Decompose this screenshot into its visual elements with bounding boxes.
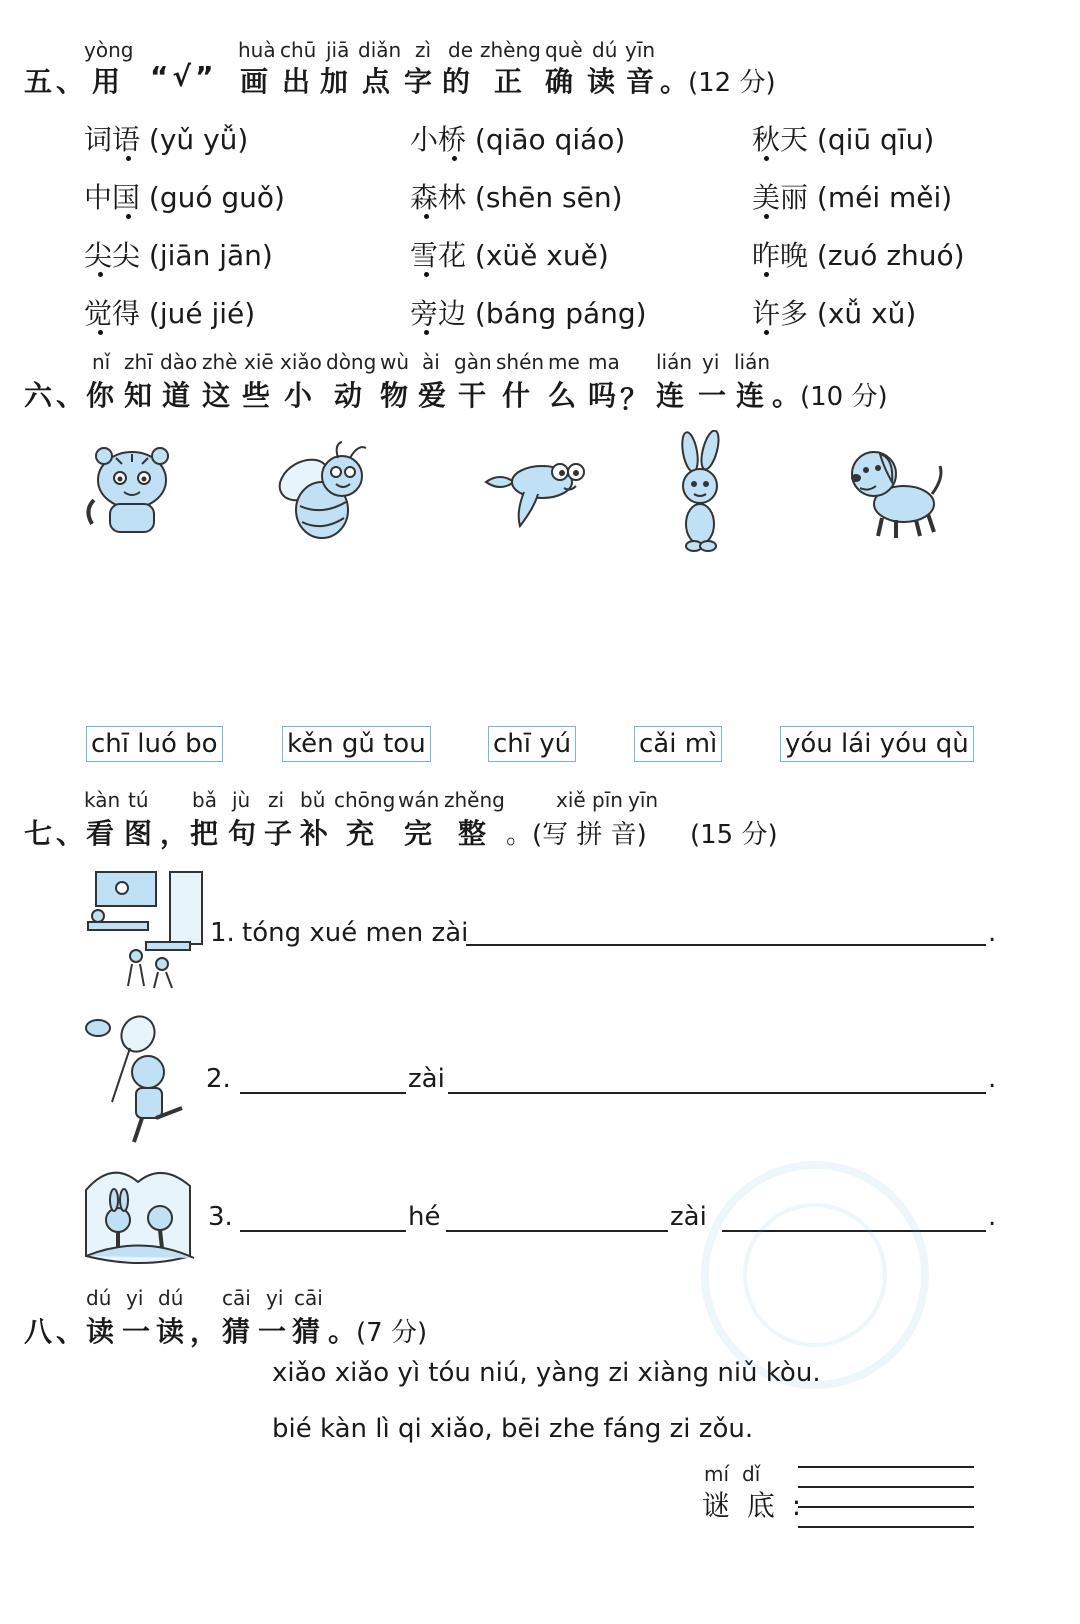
pinyin: gàn xyxy=(454,350,492,374)
emphasis-dot xyxy=(126,214,131,219)
heading-char: ？ xyxy=(620,383,653,416)
choice-item[interactable] xyxy=(752,234,965,274)
bee-icon[interactable] xyxy=(270,436,380,546)
choice-item[interactable] xyxy=(84,292,255,332)
pinyin: kàn xyxy=(84,788,121,812)
word: 中国 xyxy=(84,181,141,214)
section-number: 八、 xyxy=(24,1315,89,1348)
heading-char: 整 xyxy=(458,817,491,850)
sentence-end: . xyxy=(988,1064,997,1094)
pinyin: ma xyxy=(588,350,620,374)
rabbit-icon[interactable] xyxy=(666,430,732,554)
word: 美丽 xyxy=(752,181,809,214)
answer-label: 谜 底 : xyxy=(702,1489,806,1522)
emphasis-dot xyxy=(98,272,103,277)
word: 词语 xyxy=(84,123,141,156)
pinyin: pīn xyxy=(592,788,623,812)
word: 觉得 xyxy=(84,297,141,330)
heading-char: 什 xyxy=(502,379,535,412)
word: 秋天 xyxy=(752,123,809,156)
emphasis-dot xyxy=(764,156,769,161)
heading-char: 读 xyxy=(587,65,620,98)
answer-line[interactable] xyxy=(798,1526,974,1528)
pinyin: yòng xyxy=(84,38,134,62)
pinyin: yi xyxy=(702,350,720,374)
answer-line[interactable] xyxy=(466,944,986,946)
options: (xüě xuě) xyxy=(474,239,609,272)
pinyin: yīn xyxy=(625,38,656,62)
heading-char: 连 xyxy=(656,379,689,412)
emphasis-dot xyxy=(452,156,457,161)
emphasis-dot xyxy=(764,272,769,277)
score: (10 分) xyxy=(800,382,888,412)
choice-item[interactable] xyxy=(410,176,623,216)
pinyin: zi xyxy=(268,788,285,812)
pinyin: shén xyxy=(496,350,545,374)
answer-line[interactable] xyxy=(798,1466,974,1468)
word: 森林 xyxy=(410,181,467,214)
heading-char: 么 xyxy=(548,379,581,412)
emphasis-dot xyxy=(98,330,103,335)
heading-char: 道 xyxy=(162,379,195,412)
pinyin: dǐ xyxy=(742,1462,761,1486)
pinyin: yi xyxy=(266,1286,284,1310)
pinyin: lián xyxy=(734,350,771,374)
pinyin: zhè xyxy=(202,350,238,374)
emphasis-dot xyxy=(126,156,131,161)
pinyin: me xyxy=(548,350,580,374)
heading-char: 小 xyxy=(284,379,317,412)
riddle-line: xiǎo xiǎo yì tóu niú, yàng zi xiàng niǔ kòu. xyxy=(272,1358,821,1388)
choice-item[interactable] xyxy=(410,234,609,274)
heading-char: 音 xyxy=(626,65,659,98)
pinyin: diǎn xyxy=(358,38,402,62)
score: (12 分) xyxy=(688,68,776,98)
word: 小桥 xyxy=(410,123,467,156)
heading-char: 把 xyxy=(190,817,223,850)
answer-line[interactable] xyxy=(446,1230,668,1232)
heading-char: 吗 xyxy=(588,379,621,412)
pinyin: mí xyxy=(704,1462,730,1486)
heading-char: 句 xyxy=(228,817,261,850)
options: (báng páng) xyxy=(474,297,647,330)
heading-char: “√” xyxy=(150,60,218,93)
pinyin: cāi xyxy=(294,1286,323,1310)
heading-char: 完 xyxy=(404,817,437,850)
emphasis-dot xyxy=(764,330,769,335)
heading-period: 。 xyxy=(772,379,805,412)
options: (shēn sēn) xyxy=(474,181,623,214)
sentence-text: zài xyxy=(408,1064,445,1094)
choice-item[interactable] xyxy=(752,118,934,158)
instruction-note: 。(写 拼 音) xyxy=(506,820,647,850)
options: (zuó zhuó) xyxy=(816,239,965,272)
answer-line[interactable] xyxy=(240,1092,406,1094)
answer-line[interactable] xyxy=(798,1486,974,1488)
heading-char: 充 xyxy=(346,817,379,850)
tiger-icon[interactable] xyxy=(82,440,182,540)
heading-char: 读 xyxy=(86,1315,119,1348)
pinyin: wù xyxy=(380,350,410,374)
heading-char: 图 xyxy=(124,817,157,850)
heading-char: 字 xyxy=(404,65,437,98)
classroom-icon xyxy=(82,868,210,994)
pinyin: què xyxy=(545,38,583,62)
heading-char: 爱 xyxy=(418,379,451,412)
heading-period: 。 xyxy=(660,65,693,98)
heading-char: 确 xyxy=(545,65,578,98)
heading-char: 干 xyxy=(458,379,491,412)
answer-line[interactable] xyxy=(240,1230,406,1232)
heading-char: 这 xyxy=(202,379,235,412)
section-number: 七、 xyxy=(24,817,89,850)
option-box[interactable]: chī luó bo xyxy=(86,726,223,762)
heading-char: 猜 xyxy=(292,1315,325,1348)
word: 昨晚 xyxy=(752,239,809,272)
pinyin: lián xyxy=(656,350,693,374)
sentence-number: 3. xyxy=(208,1202,233,1232)
heading-char: 一 xyxy=(122,1315,155,1348)
heading-char: 正 xyxy=(494,65,527,98)
pinyin: dòng xyxy=(326,350,377,374)
choice-item[interactable] xyxy=(84,234,273,274)
word: 尖尖 xyxy=(84,239,141,272)
sentence-text: zài xyxy=(670,1202,707,1232)
pinyin: nǐ xyxy=(92,350,111,374)
heading-char: ， xyxy=(190,1315,223,1348)
pinyin: huà xyxy=(238,38,276,62)
heading-char: 补 xyxy=(300,817,333,850)
pinyin: wán xyxy=(398,788,440,812)
heading-char: 些 xyxy=(242,379,275,412)
rabbit-dog-scene-icon xyxy=(82,1160,198,1270)
pinyin: zhěng xyxy=(444,788,505,812)
heading-char: 一 xyxy=(258,1315,291,1348)
pinyin: yīn xyxy=(628,788,659,812)
options: (jiān jān) xyxy=(148,239,273,272)
sentence-end: . xyxy=(988,918,997,948)
heading-char: 知 xyxy=(124,379,157,412)
pinyin: xiē xyxy=(244,350,274,374)
score: (15 分) xyxy=(690,820,778,850)
options: (méi měi) xyxy=(816,181,953,214)
heading-char: 读 xyxy=(156,1315,189,1348)
pinyin: zhī xyxy=(124,350,153,374)
heading-char: 用 xyxy=(92,65,125,98)
sentence-end: . xyxy=(988,1202,997,1232)
choice-item[interactable] xyxy=(410,292,647,332)
emphasis-dot xyxy=(424,272,429,277)
heading-char: 猜 xyxy=(222,1315,255,1348)
options: (xǚ xǔ) xyxy=(816,297,917,330)
options: (qiāo qiáo) xyxy=(474,123,626,156)
options: (jué jié) xyxy=(148,297,256,330)
pinyin: cāi xyxy=(222,1286,251,1310)
heading-char: 看 xyxy=(86,817,119,850)
sentence-text: tóng xué men zài xyxy=(242,918,469,948)
heading-char: 你 xyxy=(86,379,119,412)
heading-char: 画 xyxy=(240,65,273,98)
pinyin: dào xyxy=(160,350,198,374)
heading-char: 一 xyxy=(698,379,731,412)
choice-item[interactable] xyxy=(752,176,952,216)
heading-char: 动 xyxy=(334,379,367,412)
section-number: 六、 xyxy=(24,379,89,412)
pinyin: dú xyxy=(592,38,618,62)
heading-char: ， xyxy=(160,817,193,850)
word: 雪花 xyxy=(410,239,467,272)
emphasis-dot xyxy=(424,330,429,335)
heading-char: 子 xyxy=(264,817,297,850)
options: (yǔ yǚ) xyxy=(148,123,249,156)
pinyin: tú xyxy=(128,788,149,812)
heading-char: 连 xyxy=(736,379,769,412)
pinyin: jiā xyxy=(326,38,350,62)
section-number: 五、 xyxy=(24,65,89,98)
pinyin: ài xyxy=(422,350,440,374)
heading-char: 出 xyxy=(282,65,315,98)
pinyin: jù xyxy=(232,788,251,812)
choice-item[interactable] xyxy=(410,118,625,158)
options: (guó guǒ) xyxy=(148,181,285,214)
heading-char: 的 xyxy=(442,65,475,98)
sentence-number: 2. xyxy=(206,1064,231,1094)
choice-item[interactable] xyxy=(84,176,285,216)
pinyin: xiě xyxy=(556,788,586,812)
pinyin: chōng xyxy=(334,788,396,812)
riddle-line: bié kàn lì qi xiǎo, bēi zhe fáng zi zǒu. xyxy=(272,1414,754,1444)
pinyin: dú xyxy=(86,1286,112,1310)
heading-char: 加 xyxy=(320,65,353,98)
pinyin: de xyxy=(448,38,473,62)
pinyin: bǔ xyxy=(300,788,326,812)
fish-icon[interactable] xyxy=(480,452,590,532)
heading-char: 点 xyxy=(362,65,395,98)
pinyin: yi xyxy=(126,1286,144,1310)
sentence-number: 1. xyxy=(210,918,235,948)
emphasis-dot xyxy=(424,214,429,219)
option-box[interactable]: chī yú xyxy=(488,726,576,762)
dog-icon[interactable] xyxy=(844,438,948,542)
answer-line[interactable] xyxy=(798,1506,974,1508)
score: (7 分) xyxy=(356,1318,428,1348)
pinyin: bǎ xyxy=(192,788,217,812)
butterfly-net-icon xyxy=(82,1012,198,1148)
option-box[interactable]: yóu lái yóu qù xyxy=(780,726,974,762)
pinyin: dú xyxy=(158,1286,184,1310)
answer-line[interactable] xyxy=(448,1092,986,1094)
word: 许多 xyxy=(752,297,809,330)
heading-char: 物 xyxy=(380,379,413,412)
pinyin: chū xyxy=(280,38,317,62)
emphasis-dot xyxy=(764,214,769,219)
word: 旁边 xyxy=(410,297,467,330)
pinyin: zì xyxy=(415,38,432,62)
option-box[interactable]: cǎi mì xyxy=(634,726,722,762)
heading-period: 。 xyxy=(328,1315,361,1348)
options: (qiū qīu) xyxy=(816,123,935,156)
choice-item[interactable] xyxy=(84,118,248,158)
sentence-text: hé xyxy=(408,1202,441,1232)
choice-item[interactable] xyxy=(752,292,916,332)
pinyin: xiǎo xyxy=(280,350,322,374)
pinyin: zhèng xyxy=(480,38,541,62)
option-box[interactable]: kěn gǔ tou xyxy=(282,726,431,762)
